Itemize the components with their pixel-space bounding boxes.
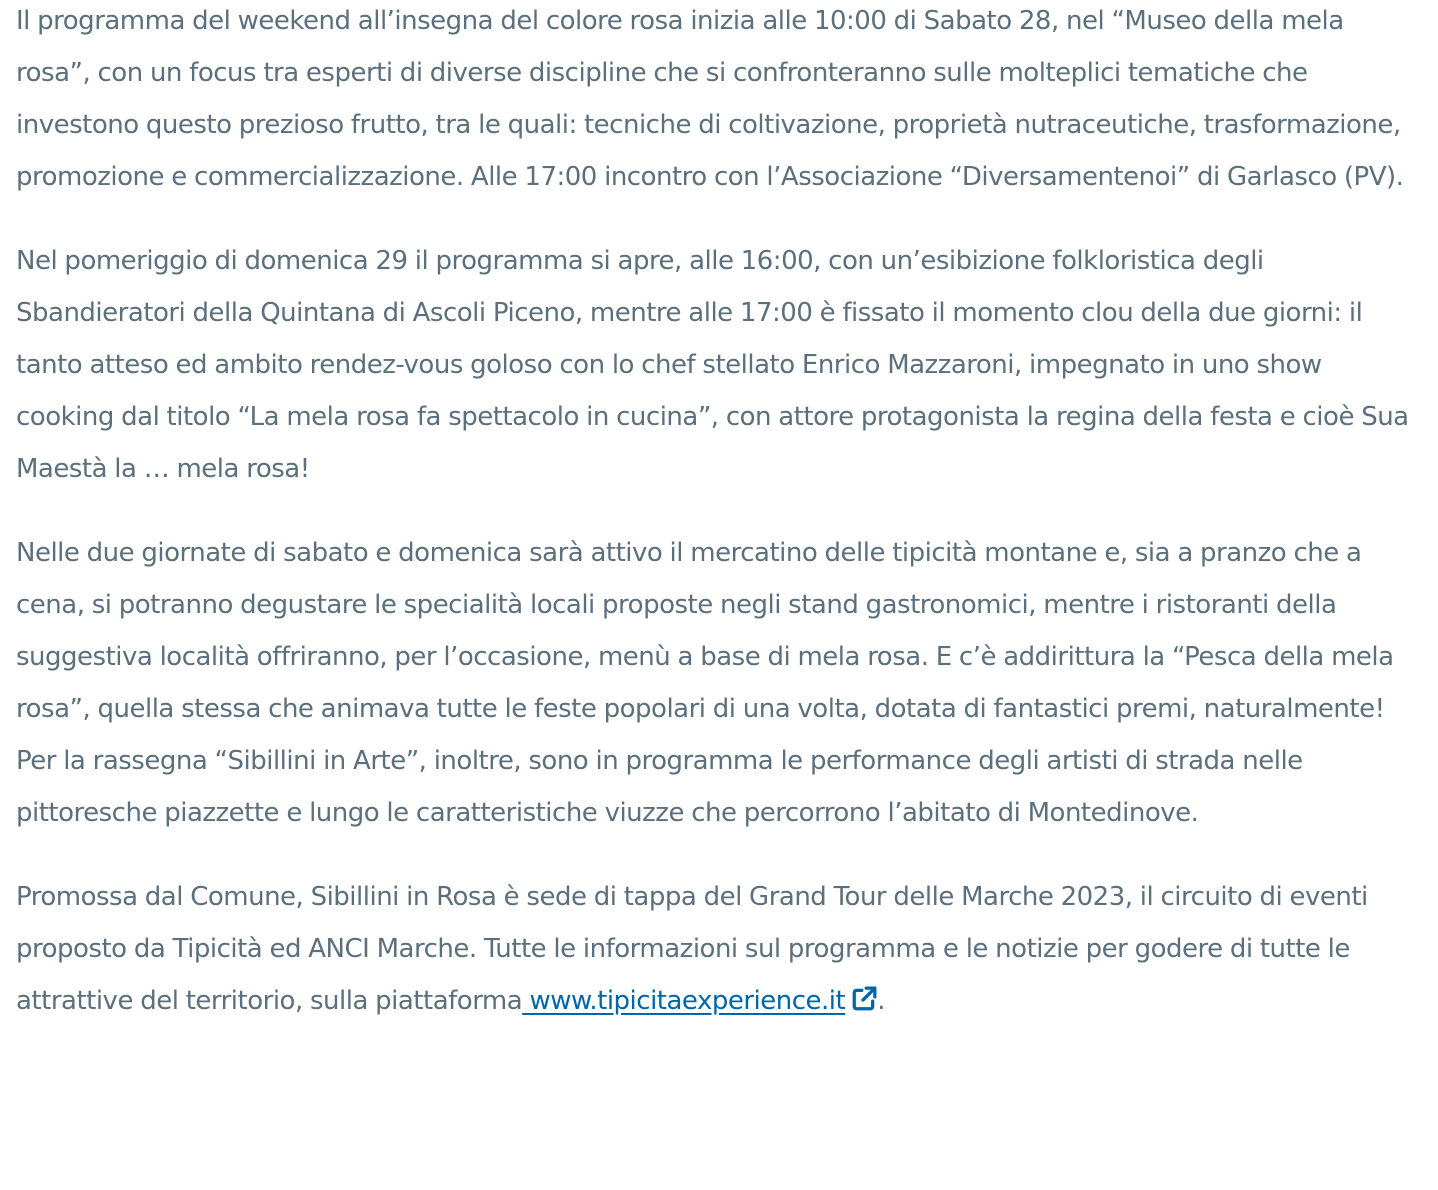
promotion-text: Promossa dal Comune, Sibillini in Rosa è sede di tappa del Grand Tour delle Marche 2023, il circuito di eventi proposto da Tipicità ed ANCI Marche. Tutte le informazioni sul programma e le notizie per godere di tutte le attrattive del territorio, sulla piattaforma [16,882,1368,1016]
link-label: www.tipicitaexperience.it [522,986,846,1016]
paragraph-saturday-program: Il programma del weekend all’insegna del colore rosa inizia alle 10:00 di Sabato 28, nel “Museo della mela rosa”, con un focus tra esperti di diverse discipline che si confronteranno sulle molteplici tematiche che investono questo prezioso frutto, tra le quali: tecniche di coltivazione, proprietà nutraceutiche, trasformazione, promozione e commercializzazione. Alle 17:00 incontro con l’Associazione “Diversamentenoi” di Garlasco (PV). [16,6,1404,192]
paragraph-promotion [16,871,1422,1027]
tipicita-experience-link[interactable] [522,986,877,1016]
paragraph-market-and-events: Nelle due giornate di sabato e domenica sarà attivo il mercatino delle tipicità montane e, sia a pranzo che a cena, si potranno degustare le specialità locali proposte negli stand gastronomici, mentre i ristoranti della suggestiva località offriranno, per l’occasione, menù a base di mela rosa. E c’è addirittura la “Pesca della mela rosa”, quella stessa che animava tutte le feste popolari di una volta, dotata di fantastici premi, naturalmente! Per la rassegna “Sibillini in Arte”, inoltre, sono in programma le performance degli artisti di strada nelle pittoresche piazzette e lungo le caratteristiche viuzze che percorrono l’abitato di Montedinove. [16,538,1394,828]
paragraph-sunday-program: Nel pomeriggio di domenica 29 il programma si apre, alle 16:00, con un’esibizione folkloristica degli Sbandieratori della Quintana di Ascoli Piceno, mentre alle 17:00 è fissato il momento clou della due giorni: il tanto atteso ed ambito rendez-vous goloso con lo chef stellato Enrico Mazzaroni, impegnato in uno show cooking dal titolo “La mela rosa fa spettacolo in cucina”, con attore protagonista la regina della festa e cioè Sua Maestà la … mela rosa! [16,246,1409,484]
external-link-icon [851,986,877,1012]
trailing-period: . [877,986,885,1016]
